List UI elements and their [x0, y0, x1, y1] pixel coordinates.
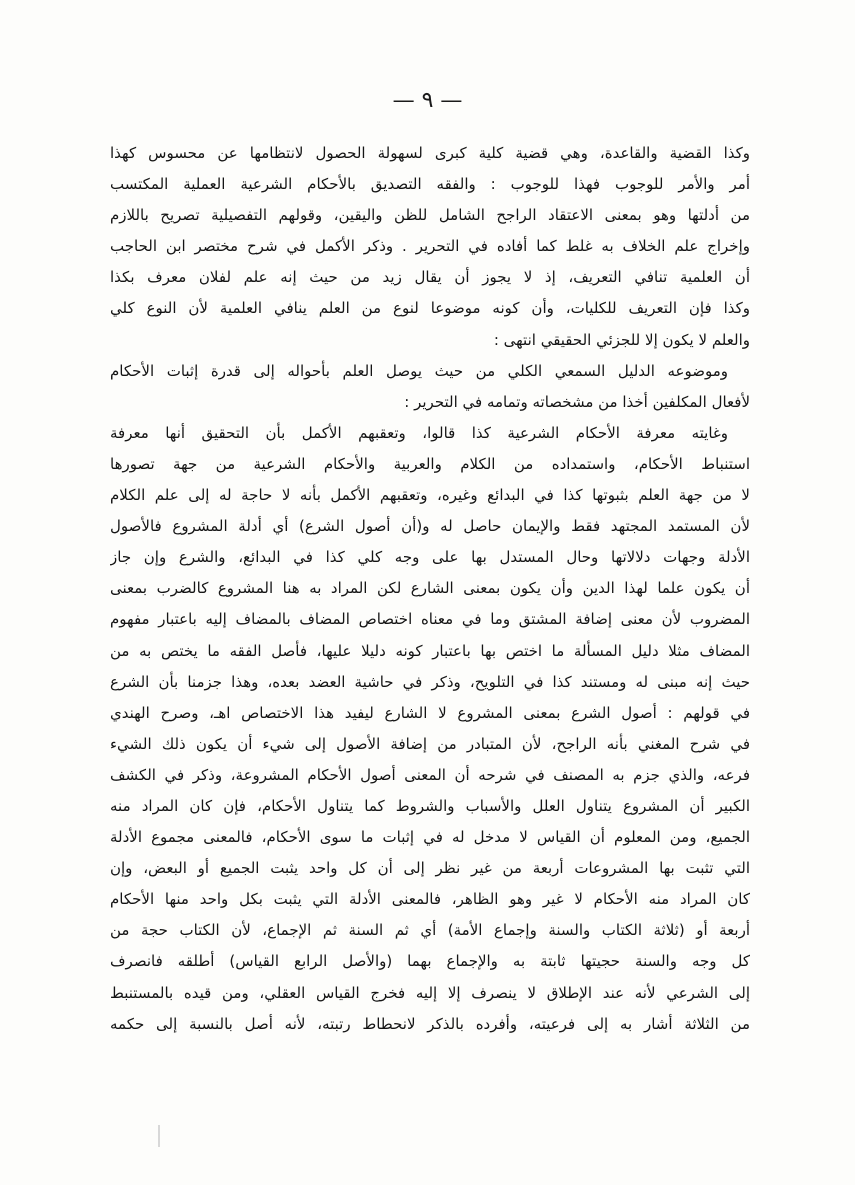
- text-line: وإخراج علم الخلاف به غلط كما أفاده في التحرير . وذكر الأكمل في شرح مختصر ابن الحاجب: [110, 237, 750, 256]
- text-line: لأفعال المكلفين أخذا من مشخصاته وتمامه في التحرير :: [404, 392, 750, 411]
- text-line: لا من جهة العلم بثبوتها كذا في البدائع وغيره، وتعقبهم الأكمل بأنه لا حاجة له إلى علم الكلام: [110, 486, 750, 505]
- text-line: لأن المستمد المجتهد فقط والإيمان حاصل له و(أن أصول الشرع) أي أدلة المشروع فالأصول: [110, 517, 750, 536]
- text-line: والعلم لا يكون إلا للجزئي الحقيقي انتهى :: [493, 330, 750, 349]
- text-line: المضروب لأن معنى إضافة المشتق وما في معناه اختصاص المضاف بالمضاف إليه باعتبار مفهوم: [110, 610, 750, 629]
- text-line: الجميع، ومن المعلوم أن القياس لا مدخل له في إثبات ما سوى الأحكام، فالمعنى مجموع الأدلة: [110, 828, 750, 847]
- text-line: أمر والأمر للوجوب فهذا للوجوب : والفقه التصديق بالأحكام الشرعية العملية المكتسب: [110, 175, 750, 194]
- text-line: وموضوعه الدليل السمعي الكلي من حيث يوصل العلم بأحواله إلى قدرة إثبات الأحكام: [110, 361, 728, 380]
- text-line: وغايته معرفة الأحكام الشرعية كذا قالوا، وتعقبهم الأكمل بأن التحقيق أنها معرفة: [110, 423, 728, 442]
- text-line: أربعة أو (ثلاثة الكتاب والسنة وإجماع الأمة) أي ثم السنة ثم الإجماع، لأن الكتاب حجة من: [110, 921, 750, 940]
- text-line: استنباط الأحكام، واستمداده من الكلام والعربية والأحكام الشرعية من جهة تصورها: [110, 454, 750, 473]
- text-line: الكبير أن المشروع يتناول العلل والأسباب والشروط كما يتناول الأحكام، فإن كان المراد منه: [110, 796, 750, 815]
- text-line: من الثلاثة أشار به إلى فرعيته، وأفرده بالذكر لانحطاط رتبته، لأنه أصل بالنسبة إلى حكمه: [110, 1014, 750, 1033]
- text-line: أن العلمية تنافي التعريف، إذ لا يجوز أن يقال زيد من حيث إنه علم لفلان معرف بكذا: [110, 268, 750, 287]
- text-line: فرعه، والذي جزم به المصنف في شرحه أن المعنى أصول الأحكام المشروعة، وذكر في الكشف: [110, 765, 750, 784]
- text-line: في شرح المغني بأنه الراجح، لأن المتبادر من إضافة الأصول إلى شيء أن يكون ذلك الشيء: [110, 734, 750, 753]
- text-line: الأدلة وجهات دلالاتها وحال المستدل بها على وجه كلي كذا في البدائع، والشرع وإن جاز: [110, 548, 750, 567]
- text-line: في قولهم : أصول الشرع بمعنى المشروع لا الشارع ليفيد هذا الاختصاص اهـ، وصرح الهندي: [110, 703, 750, 722]
- text-line: أن يكون علما لهذا الدين وأن يكون بمعنى الشارع لكن المراد به هنا المشروع كالضرب بمعنى: [110, 579, 750, 598]
- text-line: المضاف مثلا دليل المسألة ما اختص بها باعتبار كونه دليلا عليها، فأصل الفقه ما يختص به من: [110, 641, 750, 660]
- text-line: حيث إنه مبنى له ومستند كذا في التلويح، وذكر في حاشية العضد بعده، وهذا جزمنا بأن الشرع: [110, 672, 750, 691]
- margin-scan-mark: [158, 1125, 160, 1147]
- text-line: التي تثبت بها المشروعات أربعة من غير نظر إلى أن كل واحد يثبت الجميع أو البعض، وإن: [110, 859, 750, 878]
- page-number: — ٩ —: [392, 88, 463, 113]
- text-line: كان المراد منه الأحكام لا غير وهو الظاهر، فالمعنى الأدلة التي يثبت بكل واحد منها الأحكام: [110, 890, 750, 909]
- text-line: وكذا فإن التعريف للكليات، وأن كونه موضوعا لنوع من العلم ينافي العلمية لأن النوع كلي: [110, 299, 750, 318]
- text-line: من أدلتها وهو بمعنى الاعتقاد الراجح الشامل للظن واليقين، وقولهم التفصيلية تصريح باللازم: [110, 206, 750, 225]
- text-line: وكذا القضية والقاعدة، وهي قضية كلية كبرى لسهولة الحصول لانتظامها عن محسوس كهذا: [110, 144, 750, 162]
- text-line: كل وجه والسنة حجيتها ثابتة به والإجماع بهما (والأصل الرابع القياس) أطلقه فانصرف: [110, 952, 750, 971]
- text-line: إلى الشرعي لأنه عند الإطلاق لا ينصرف إلا إليه فخرج القياس العقلي، ومن قيده بالمستنبط: [110, 983, 750, 1002]
- body-text: [110, 138, 750, 1040]
